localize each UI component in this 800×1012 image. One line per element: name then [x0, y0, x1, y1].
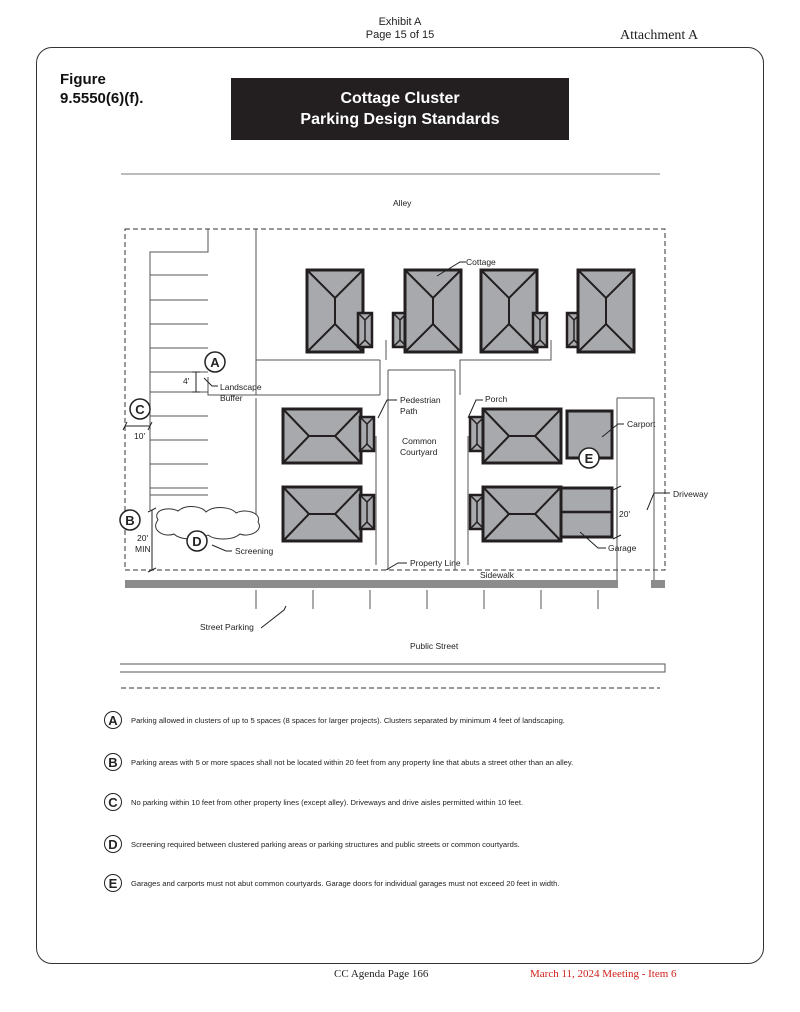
landscape-buffer-label-1: Landscape	[220, 382, 262, 392]
legend-text-e: Garages and carports must not abut common courtyards. Garage doors for individual garages must not exceed 20 feet in width.	[131, 878, 560, 888]
legend-row-c	[104, 790, 523, 814]
public-street-label: Public Street	[410, 641, 459, 651]
garage-label: Garage	[608, 543, 637, 553]
svg-text:A: A	[210, 355, 220, 370]
legend-text-d: Screening required between clustered parking areas or parking structures and public streets or common courtyards.	[131, 839, 520, 849]
screening-shrubs	[156, 507, 260, 539]
porch-5	[360, 417, 374, 451]
svg-text:E: E	[584, 451, 594, 466]
twenty-ft-label: 20'	[619, 509, 631, 519]
cottage-5	[283, 409, 361, 463]
sidewalk-bar	[125, 580, 618, 588]
badge-a	[205, 352, 225, 372]
cottage-1	[307, 270, 363, 352]
badge-c	[130, 399, 150, 419]
legend-badge-c: C	[104, 793, 122, 811]
legend-row-d	[104, 832, 520, 856]
street-parking-stalls	[256, 590, 598, 609]
landscape-buffer-label-2: Buffer	[220, 393, 243, 403]
exhibit-label: Exhibit A	[378, 16, 422, 28]
parking-stalls	[150, 275, 208, 488]
legend-text-a: Parking allowed in clusters of up to 5 spaces (8 spaces for larger projects). Clusters separated by minimum 4 feet of landscaping.	[131, 715, 565, 725]
agenda-page-footer: CC Agenda Page 166	[334, 968, 429, 980]
legend-badge-b: B	[104, 753, 122, 771]
cottage-7	[483, 409, 561, 463]
carport-label: Carport	[627, 419, 656, 429]
svg-text:B: B	[125, 513, 135, 528]
ten-ft-label: 10'	[134, 431, 146, 441]
legend-badge-d: D	[104, 835, 122, 853]
figure-label-line2: 9.5550(6)(f).	[60, 90, 144, 107]
alley-label: Alley	[393, 198, 412, 208]
attachment-label: Attachment A	[620, 28, 699, 43]
porch-label: Porch	[485, 394, 508, 404]
cottage-label: Cottage	[466, 257, 496, 267]
porch-3	[533, 313, 547, 347]
cottage-8	[483, 487, 561, 541]
svg-text:C: C	[135, 402, 145, 417]
badge-d	[187, 531, 207, 551]
badge-e	[579, 448, 599, 468]
street-parking-label: Street Parking	[200, 622, 254, 632]
legend-row-a	[104, 708, 565, 732]
badge-b	[120, 510, 140, 530]
page-number: Page 15 of 15	[365, 29, 435, 41]
legend-row-e	[104, 871, 559, 895]
legend-row-b	[104, 750, 573, 774]
pedestrian-label-1: Pedestrian	[400, 395, 441, 405]
legend-badge-a: A	[104, 711, 122, 729]
parking-lot-outline	[150, 229, 208, 510]
sidewalk-bar-right	[651, 580, 665, 588]
pedestrian-label-2: Path	[400, 406, 418, 416]
svg-text:D: D	[192, 534, 202, 549]
legend-badge-e: E	[104, 874, 122, 892]
four-ft-label: 4'	[183, 376, 190, 386]
cottage-3	[481, 270, 537, 352]
property-line-label: Property Line	[410, 558, 461, 568]
screening-label: Screening	[235, 546, 274, 556]
figure-title-line1: Cottage Cluster	[340, 90, 460, 107]
figure-title-line2: Parking Design Standards	[300, 111, 500, 128]
cottage-4	[578, 270, 634, 352]
twenty-min-label-2: MIN	[135, 544, 151, 554]
sidewalk-label: Sidewalk	[480, 570, 515, 580]
legend-text-b: Parking areas with 5 or more spaces shall not be located within 20 feet from any property line that abuts a street other than an alley.	[131, 757, 574, 767]
cottage-2	[405, 270, 461, 352]
meeting-item-footer: March 11, 2024 Meeting - Item 6	[530, 968, 677, 980]
legend-text-c: No parking within 10 feet from other property lines (except alley). Driveways and drive aisles permitted within 10 feet.	[131, 797, 524, 807]
public-street-curb	[120, 664, 665, 672]
figure-label-line1: Figure	[60, 71, 106, 88]
porch-1	[358, 313, 372, 347]
porch-6	[360, 495, 374, 529]
courtyard-label-1: Common	[402, 436, 437, 446]
driveway-label: Driveway	[673, 489, 708, 499]
twenty-min-label-1: 20'	[137, 533, 149, 543]
courtyard-label-2: Courtyard	[400, 447, 438, 457]
cottage-6	[283, 487, 361, 541]
